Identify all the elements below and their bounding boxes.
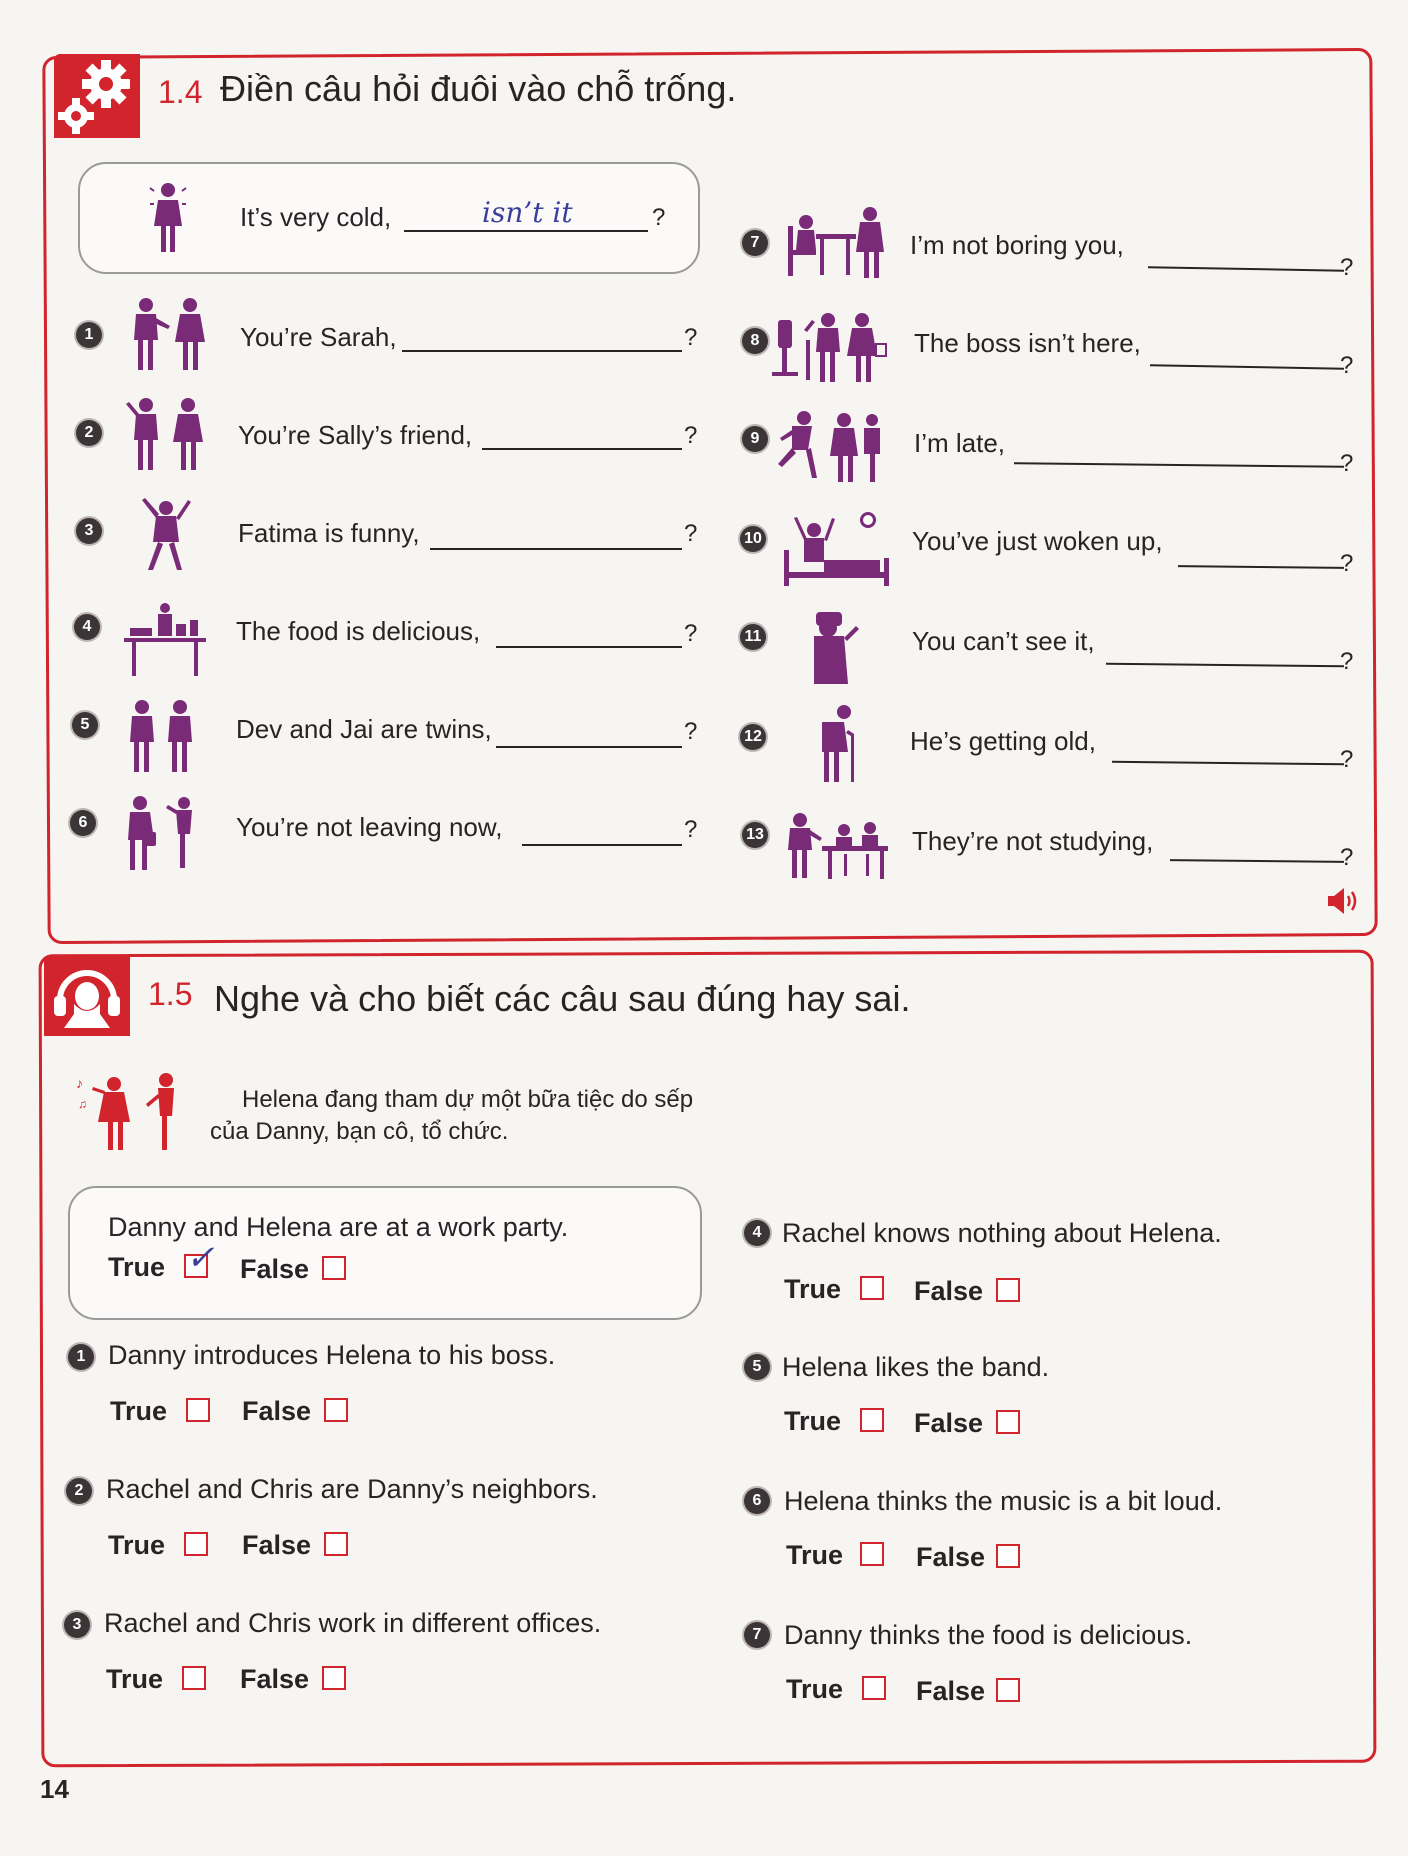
question-number: 6 xyxy=(70,810,96,836)
answer-blank[interactable] xyxy=(482,448,682,450)
question-number: 7 xyxy=(742,230,768,256)
question-qmark: ? xyxy=(1340,352,1354,379)
statement-text: Danny thinks the food is delicious. xyxy=(784,1620,1193,1650)
statement-text: Danny introduces Helena to his boss. xyxy=(108,1340,556,1370)
question-number: 13 xyxy=(742,822,768,848)
false-checkbox[interactable] xyxy=(324,1398,348,1422)
statement-text: Helena likes the band. xyxy=(782,1352,1050,1382)
answer-blank[interactable] xyxy=(496,746,682,748)
section-1-4-tab xyxy=(54,54,140,138)
false-label: False xyxy=(914,1276,984,1306)
question-number: 3 xyxy=(76,518,102,544)
true-label: True xyxy=(784,1274,842,1304)
statement-number: 7 xyxy=(744,1622,770,1648)
check-mark: ✓ xyxy=(186,1238,215,1278)
question-text: The boss isn’t here, xyxy=(914,328,1141,358)
question-qmark: ? xyxy=(1340,550,1354,577)
intro-line-1: Helena đang tham dự một bữa tiệc do sếp xyxy=(242,1086,694,1113)
question-qmark: ? xyxy=(1340,450,1354,477)
question-text: You’re Sally’s friend, xyxy=(238,420,473,450)
dancing-figure-icon xyxy=(136,494,196,578)
statement-text: Helena thinks the music is a bit loud. xyxy=(784,1486,1223,1516)
question-text: I’m late, xyxy=(914,428,1006,458)
tf-example-text: Danny and Helena are at a work party. xyxy=(108,1212,569,1242)
false-label: False xyxy=(914,1408,984,1438)
studying-figure-icon xyxy=(786,812,890,880)
example-blank xyxy=(404,230,648,232)
false-label: False xyxy=(916,1676,986,1706)
question-number: 4 xyxy=(74,614,100,640)
question-number: 8 xyxy=(742,328,768,354)
section-1-4-title: Điền câu hỏi đuôi vào chỗ trống. xyxy=(220,68,737,109)
false-checkbox[interactable] xyxy=(322,1666,346,1690)
false-checkbox[interactable] xyxy=(322,1256,346,1280)
question-text: He’s getting old, xyxy=(910,726,1096,756)
speaker-icon[interactable] xyxy=(1326,886,1362,916)
question-text: You’re Sarah, xyxy=(240,322,397,352)
false-label: False xyxy=(242,1530,312,1560)
false-checkbox[interactable] xyxy=(324,1532,348,1556)
answer-blank[interactable] xyxy=(496,646,682,648)
true-checkbox[interactable] xyxy=(860,1408,884,1432)
true-checkbox[interactable] xyxy=(186,1398,210,1422)
question-qmark: ? xyxy=(684,816,698,843)
question-qmark: ? xyxy=(1340,648,1354,675)
question-number: 9 xyxy=(742,426,768,452)
true-label: True xyxy=(784,1406,842,1436)
false-checkbox[interactable] xyxy=(996,1278,1020,1302)
false-label: False xyxy=(240,1664,310,1694)
question-qmark: ? xyxy=(1340,746,1354,773)
true-checkbox[interactable] xyxy=(184,1532,208,1556)
question-number: 11 xyxy=(740,624,766,650)
section-1-4-number: 1.4 xyxy=(158,74,203,110)
statement-number: 4 xyxy=(744,1220,770,1246)
desk-figure-icon xyxy=(786,206,886,282)
answer-blank[interactable] xyxy=(522,844,682,846)
question-text: You’ve just woken up, xyxy=(912,526,1163,556)
waking-up-figure-icon xyxy=(784,510,892,590)
twins-figure-icon xyxy=(126,698,196,778)
question-number: 2 xyxy=(76,420,102,446)
question-number: 5 xyxy=(72,712,98,738)
false-label: False xyxy=(916,1542,986,1572)
question-qmark: ? xyxy=(684,422,698,449)
answer-blank[interactable] xyxy=(402,350,682,352)
party-figures-icon xyxy=(74,1068,184,1156)
svg-text:♪: ♪ xyxy=(76,1075,83,1091)
question-text: I’m not boring you, xyxy=(910,230,1124,260)
statement-number: 3 xyxy=(64,1612,90,1638)
question-text: Fatima is funny, xyxy=(238,518,420,548)
true-label: True xyxy=(108,1530,166,1560)
question-number: 12 xyxy=(740,724,766,750)
leaving-figure-icon xyxy=(122,794,202,874)
question-qmark: ? xyxy=(1340,254,1354,281)
question-qmark: ? xyxy=(1340,844,1354,871)
two-people-figure-icon xyxy=(128,296,208,376)
statement-number: 1 xyxy=(68,1344,94,1370)
true-label: True xyxy=(786,1540,844,1570)
statement-number: 6 xyxy=(744,1488,770,1514)
question-text: You’re not leaving now, xyxy=(236,812,503,842)
question-number: 1 xyxy=(76,322,102,348)
cold-figure-icon xyxy=(148,180,188,260)
running-late-figure-icon xyxy=(776,410,884,486)
question-text: They’re not studying, xyxy=(912,826,1154,856)
false-label: False xyxy=(240,1254,310,1284)
example-qmark: ? xyxy=(652,204,666,231)
true-checkbox[interactable] xyxy=(860,1542,884,1566)
friends-figure-icon xyxy=(124,396,208,476)
statement-number: 2 xyxy=(66,1478,92,1504)
false-checkbox[interactable] xyxy=(996,1544,1020,1568)
food-table-icon xyxy=(122,594,208,680)
section-1-5-title: Nghe và cho biết các câu sau đúng hay sai. xyxy=(214,978,911,1019)
question-text: You can’t see it, xyxy=(912,626,1095,656)
true-checkbox[interactable] xyxy=(182,1666,206,1690)
example-text: It’s very cold, xyxy=(240,202,392,232)
true-label: True xyxy=(110,1396,168,1426)
question-qmark: ? xyxy=(684,520,698,547)
true-label: True xyxy=(108,1252,166,1282)
question-qmark: ? xyxy=(684,324,698,351)
intro-line-2: của Danny, bạn cô, tổ chức. xyxy=(210,1118,509,1145)
example-answer: isn’t it xyxy=(482,196,573,229)
true-label: True xyxy=(106,1664,164,1694)
question-text: The food is delicious, xyxy=(236,616,481,646)
true-label: True xyxy=(786,1674,844,1704)
headphones-icon xyxy=(44,956,130,1036)
section-1-5-tab xyxy=(44,956,130,1036)
true-checkbox[interactable] xyxy=(860,1276,884,1300)
svg-text:♫: ♫ xyxy=(78,1097,87,1111)
old-man-figure-icon xyxy=(812,704,862,786)
statement-text: Rachel knows nothing about Helena. xyxy=(782,1218,1222,1248)
binoculars-figure-icon xyxy=(806,606,866,686)
true-checkbox[interactable] xyxy=(862,1676,886,1700)
page-number: 14 xyxy=(40,1774,69,1804)
question-qmark: ? xyxy=(684,620,698,647)
false-checkbox[interactable] xyxy=(996,1678,1020,1702)
question-number: 10 xyxy=(740,526,766,552)
section-1-5-number: 1.5 xyxy=(148,976,193,1012)
empty-chair-figure-icon xyxy=(772,310,890,386)
question-text: Dev and Jai are twins, xyxy=(236,714,492,744)
statement-number: 5 xyxy=(744,1354,770,1380)
false-label: False xyxy=(242,1396,312,1426)
gear-icon xyxy=(54,54,140,138)
statement-text: Rachel and Chris are Danny’s neighbors. xyxy=(106,1474,598,1504)
statement-text: Rachel and Chris work in different offices. xyxy=(104,1608,602,1638)
answer-blank[interactable] xyxy=(430,548,682,550)
question-qmark: ? xyxy=(684,718,698,745)
false-checkbox[interactable] xyxy=(996,1410,1020,1434)
